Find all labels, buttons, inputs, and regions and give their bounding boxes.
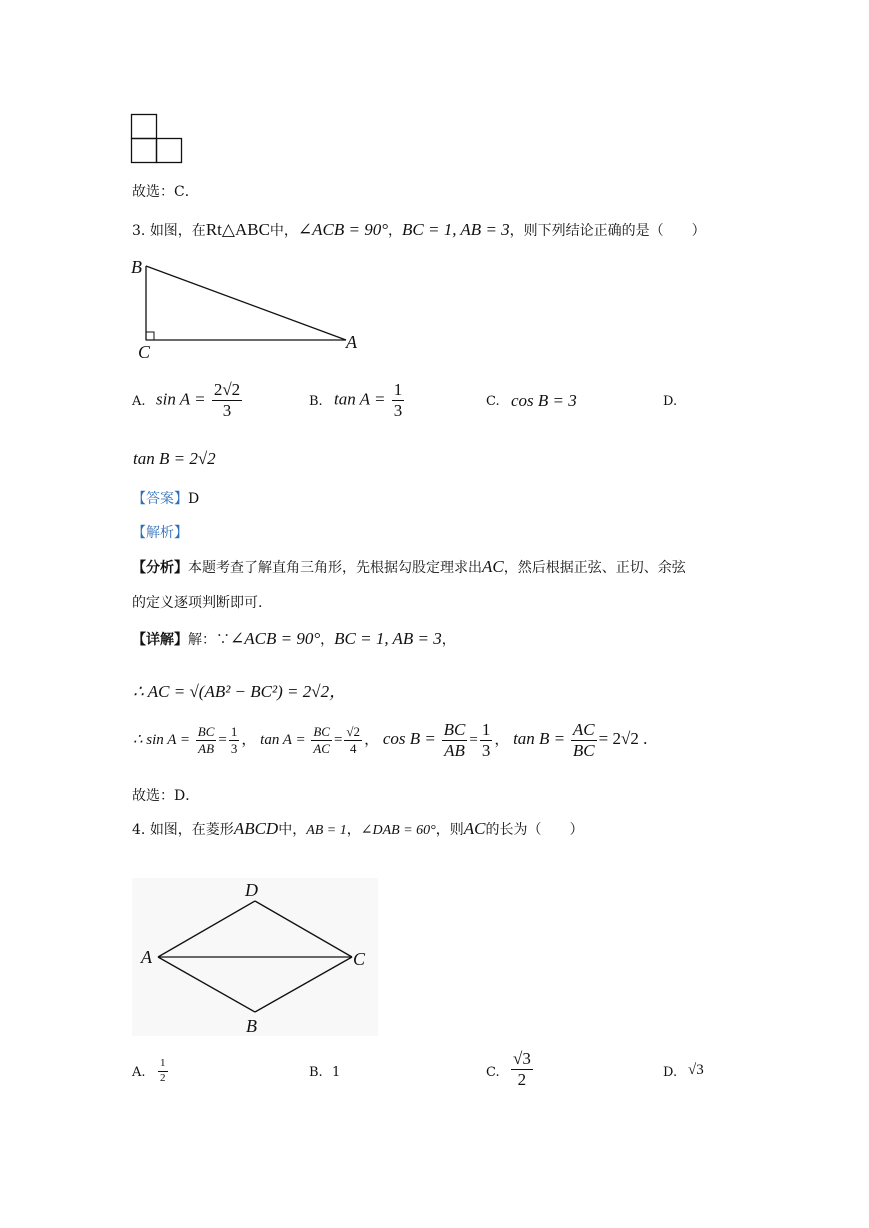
q3-option-a-den: 3 — [222, 400, 232, 420]
q3-cond-sides: BC = 1, AB = 3 — [402, 220, 510, 239]
q3-option-b — [334, 381, 406, 420]
q3-option-a-letter: A. — [132, 394, 146, 409]
q3-number: 3. — [132, 223, 146, 239]
q4-option-c-den: 2 — [517, 1069, 527, 1089]
q4-option-a — [156, 1058, 170, 1084]
q3-option-b-letter: B. — [309, 394, 323, 409]
fenxi-text-2: ，然后根据正弦、正切、余弦 — [503, 560, 686, 576]
step2-sin-d2: 3 — [230, 740, 238, 756]
xj-angle: ∠ACB = 90° — [230, 629, 321, 648]
step2-sin-d1: AB — [198, 740, 215, 756]
xiangjie-tag: 【详解】 — [132, 632, 188, 648]
step2-sin-n1: BC — [197, 724, 215, 740]
q4-option-d-letter: D. — [663, 1065, 678, 1080]
step2-tanb-d1: BC — [572, 740, 595, 760]
q4-option-b-letter: B. — [309, 1065, 323, 1080]
q4-option-c — [509, 1050, 535, 1089]
q3-final-answer: 故选：D． — [132, 788, 200, 804]
q4-stem-3: ，则 — [435, 822, 464, 838]
q3-option-a-lhs: sin A = — [156, 389, 206, 409]
q3-cond-angle: ∠ACB = 90° — [297, 220, 389, 239]
label-B: B — [131, 257, 142, 277]
fenxi-tag: 【分析】 — [132, 560, 188, 576]
label-A4: A — [141, 947, 152, 967]
step2-sin-lhs: ∴ sin A = — [133, 731, 191, 748]
q3-option-b-num: 1 — [393, 380, 403, 399]
step2-tanb-rhs: = 2√2 . — [598, 728, 648, 748]
fenxi-line-2: 的定义逐项判断即可. — [132, 595, 263, 611]
q4-stem: 4. 如图，在菱形ABCD中，AB = 1，∠DAB = 60°，则AC的长为（ ） — [132, 819, 584, 838]
q4-stem-1: 如图，在菱形 — [149, 822, 234, 838]
q3-answer — [132, 488, 199, 508]
q3-triangle: Rt△ABC — [205, 220, 270, 239]
step1: ∴ AC = √(AB² − BC²) = 2√2， — [133, 682, 347, 701]
q3-option-b-lhs: tan A = — [334, 389, 386, 409]
step2-sin-n2: 1 — [230, 724, 238, 740]
step2-row: ∴ sin A = $\frac{BC}{AB}$ = $\frac{1}{3}$ ， tan A = $\frac{BC}{AC}$ = $\frac{√2}{4}$ ， cos B = $\frac{BC}{AB}$ = $\frac{1}{3}$ ， tan B = $\frac{AC}{BC}$ = 2√2 . — [133, 720, 648, 760]
q4-ac: AC — [463, 819, 486, 838]
step2-cos-d2: 3 — [481, 740, 491, 760]
q4-shape: ABCD — [233, 819, 279, 838]
top-answer: 故选：C． — [132, 184, 199, 200]
xiangjie-text: 解：∵ — [188, 632, 230, 648]
q4-stem-4: 的长为（ ） — [485, 822, 584, 838]
q4-option-a-num: 1 — [158, 1058, 168, 1072]
step2-tan-d2: 4 — [349, 740, 357, 756]
step2-cos-n1: BC — [443, 720, 466, 739]
q3-option-c-letter: C. — [486, 394, 500, 409]
q4-option-c-letter: C. — [486, 1065, 500, 1080]
analysis-tag: 【解析】 — [132, 525, 188, 541]
label-B4: B — [246, 1016, 257, 1036]
fenxi-line-1 — [132, 557, 686, 577]
q3-stem-3: ，则下列结论正确的是（ ） — [509, 223, 706, 239]
step2-tanb-n1: AC — [572, 720, 595, 739]
q4-option-b: 1 — [332, 1065, 341, 1080]
fenxi-text-1: 本题考查了解直角三角形，先根据勾股定理求出 — [188, 560, 482, 576]
xiangjie-line: 【详解】解：∵∠ACB = 90°，BC = 1, AB = 3， — [132, 629, 456, 648]
step2-tanb-lhs: tan B = — [513, 728, 566, 748]
q3-option-d: tan B = 2√2 — [133, 449, 216, 468]
q4-number: 4. — [132, 822, 146, 838]
step2-cos-n2: 1 — [481, 720, 491, 739]
step2-tan-lhs: tan A = — [260, 731, 306, 748]
right-triangle-figure — [128, 254, 368, 364]
label-C: C — [138, 342, 151, 362]
label-D: D — [245, 880, 258, 900]
q3-option-d-letter: D. — [663, 394, 678, 409]
q3-stem: 3. 如图，在Rt△ABC中，∠ACB = 90°，BC = 1, AB = 3，则下列结论正确的是（ ） — [132, 220, 706, 239]
step2-tan-n1: BC — [313, 724, 330, 740]
q3-option-b-den: 3 — [393, 400, 403, 420]
step2-tan-d1: AC — [313, 740, 330, 756]
q3-stem-2: 中， — [269, 223, 298, 239]
q3-option-a-num: 2√2 — [213, 380, 241, 399]
q3-stem-1: 如图，在 — [149, 223, 206, 239]
q4-stem-2: 中， — [278, 822, 307, 838]
xj-sides: BC = 1, AB = 3 — [334, 629, 442, 648]
q4-option-c-num: √3 — [513, 1049, 531, 1068]
q3-option-a — [156, 381, 244, 420]
step2-cos-lhs: cos B = — [382, 728, 436, 748]
step2-cos-d1: AB — [444, 740, 465, 760]
step2-tan-n2: √2 — [346, 724, 361, 740]
q4-option-a-letter: A. — [132, 1065, 146, 1080]
q4-cond-angle: ∠DAB = 60° — [360, 823, 436, 838]
label-C4: C — [353, 949, 366, 969]
answer-tag: 【答案】 — [132, 491, 188, 507]
q4-option-a-den: 2 — [160, 1071, 166, 1084]
q4-cond-ab: AB = 1 — [306, 823, 347, 838]
answer-value: D — [188, 491, 200, 507]
q3-option-c: cos B = 3 — [511, 391, 577, 410]
rhombus-figure — [132, 878, 378, 1036]
fenxi-ac: AC — [482, 557, 504, 576]
squares-figure — [130, 113, 184, 165]
label-A: A — [346, 332, 357, 352]
q4-option-d: √3 — [688, 1062, 704, 1078]
